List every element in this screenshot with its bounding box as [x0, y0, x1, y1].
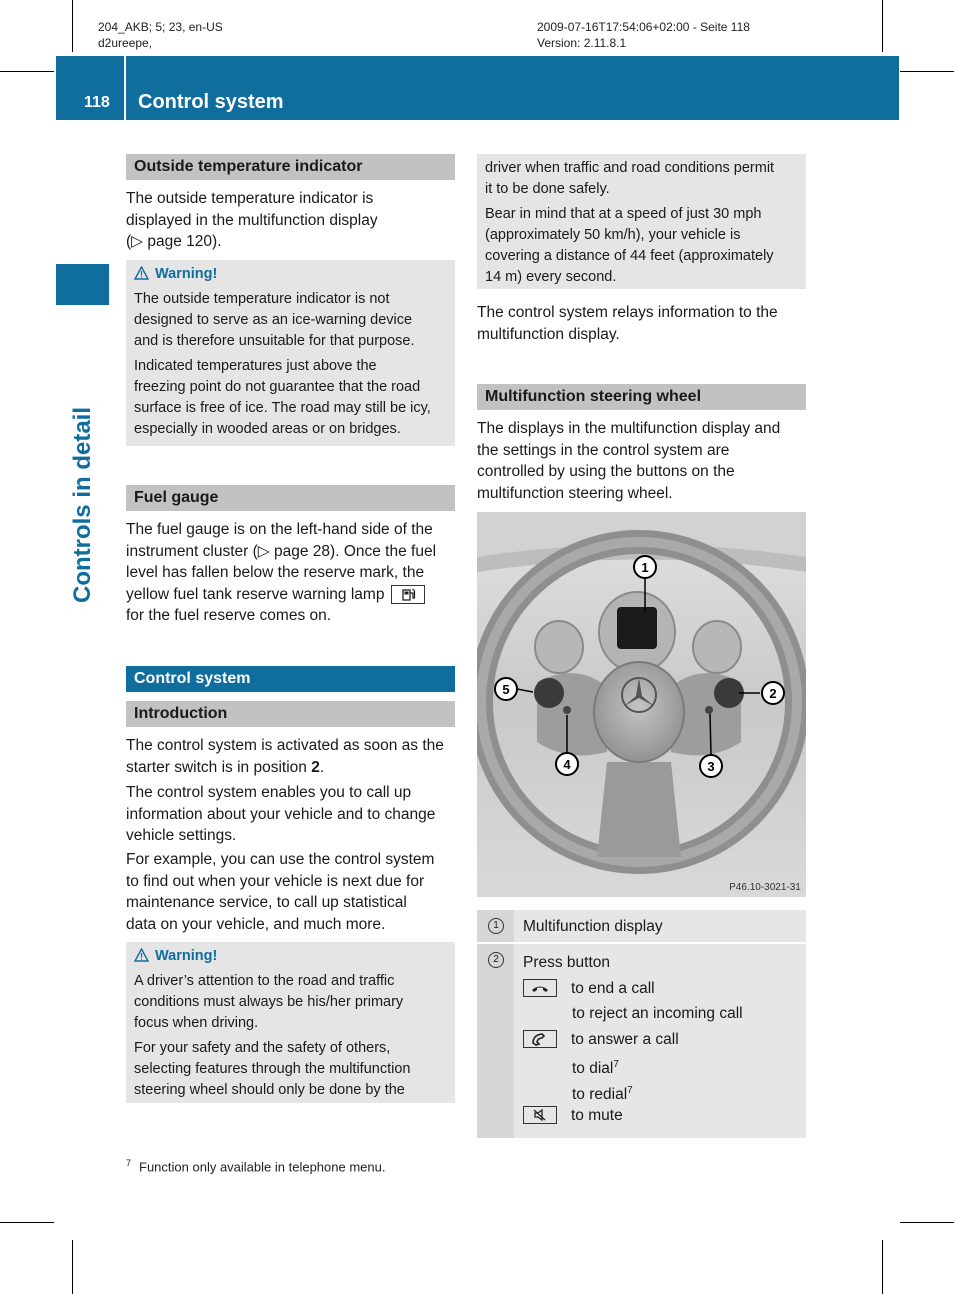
text-line: driver when traffic and road conditions permit [485, 160, 775, 176]
intro-paragraph-1 [126, 735, 458, 778]
steering-wheel-illustration [477, 512, 806, 897]
crop-mark [882, 1240, 883, 1294]
warning-paragraph [485, 158, 798, 200]
legend-number-cell [477, 944, 514, 1138]
text-line: The control system is activated as soon as the [126, 737, 444, 754]
text-line: level has fallen below the reserve mark, the [126, 564, 425, 581]
print-meta-right [537, 19, 750, 51]
intro-paragraph-2 [126, 782, 458, 847]
warning-box-driver-attention [126, 942, 455, 1103]
answer-call-icon [523, 1030, 557, 1048]
legend-number-cell [477, 910, 514, 942]
text-line: selecting features through the multifunction [134, 1061, 411, 1077]
text-line: A driver’s attention to the road and traffic [134, 973, 395, 989]
warning-label: Warning! [155, 266, 218, 282]
print-meta-left [98, 19, 223, 51]
legend-item-line [523, 1103, 806, 1129]
crop-mark [72, 0, 73, 52]
text-fragment: . [319, 758, 325, 776]
warning-triangle-icon [134, 948, 149, 962]
warning-paragraph [485, 204, 798, 288]
text-line: The control system enables you to call up [126, 784, 412, 801]
text-line: designed to serve as an ice-warning device [134, 312, 413, 328]
section-heading-fuel-gauge: Fuel gauge [126, 485, 455, 511]
text-line: for the fuel reserve comes on. [126, 607, 332, 624]
fuel-reserve-lamp-icon [391, 585, 425, 604]
text-line: information about your vehicle and to change [126, 805, 436, 823]
footnote-text: Function only available in telephone menu. [139, 1159, 386, 1175]
warning-paragraph [134, 289, 447, 352]
text-line: multifunction steering wheel. [477, 484, 673, 502]
footnote-ref: 7 [627, 1084, 633, 1096]
legend-item-line [523, 1027, 806, 1053]
header-divider [124, 56, 126, 120]
warning-paragraph [134, 356, 447, 440]
text-line [126, 584, 458, 606]
page-title: Control system [138, 91, 284, 113]
text-line: especially in wooded areas or on bridges. [134, 421, 401, 437]
warning-heading [134, 264, 447, 284]
text-line: data on your vehicle, and much more. [126, 915, 386, 933]
legend-number: 1 [488, 918, 504, 934]
footnote-ref: 7 [613, 1059, 619, 1070]
text-line: surface is free of ice. The road may still be icy, [134, 400, 431, 416]
section-heading-introduction: Introduction [126, 701, 455, 727]
steering-wheel-photo [477, 512, 806, 897]
text-line: instrument cluster (▷ page 28). Once the fuel [126, 542, 437, 560]
text-fragment: yellow fuel tank reserve warning lamp [126, 585, 385, 603]
image-code: P46.10-3021-31 [729, 882, 801, 893]
text-line: it to be done safely. [485, 181, 610, 197]
text-line: For example, you can use the control system [126, 851, 435, 868]
callout-number: 5 [502, 682, 510, 697]
section-heading-multifunction-steering-wheel: Multifunction steering wheel [477, 384, 806, 410]
warning-heading [134, 946, 447, 966]
meta-line: d2ureepe, [98, 36, 153, 50]
text-line [126, 757, 458, 779]
crop-mark [72, 1240, 73, 1294]
footnote-mark: 7 [126, 1158, 132, 1168]
warning-paragraph [134, 1038, 447, 1101]
legend-number: 2 [488, 952, 504, 968]
legend-item-text: to dial [572, 1060, 614, 1078]
text-line: (▷ page 120). [126, 233, 222, 250]
legend-item-text: to end a call [571, 979, 655, 997]
legend-item-text: to answer a call [571, 1030, 679, 1048]
crop-mark [900, 1222, 954, 1223]
side-tab-label: Controls in detail [69, 406, 96, 604]
warning-box-continued [477, 154, 806, 289]
warning-box-outside-temp [126, 260, 455, 446]
text-fragment: starter switch is in position [126, 758, 312, 776]
meta-line: 2009-07-16T17:54:06+02:00 - Seite 118 [537, 20, 750, 34]
text-line: the settings in the control system are [477, 441, 730, 459]
text-line: The outside temperature indicator is not [134, 291, 390, 307]
text-line: The displays in the multifunction display and [477, 420, 781, 437]
meta-line: Version: 2.11.8.1 [537, 36, 627, 50]
text-line: conditions must always be his/her primary [134, 994, 404, 1010]
legend-row [477, 910, 806, 944]
side-tab-marker [56, 264, 109, 305]
footnote [126, 1158, 385, 1174]
text-line: and is therefore unsuitable for that purpose. [134, 333, 415, 349]
legend-item-text: to reject an incoming call [572, 1005, 743, 1022]
legend-label: Multifunction display [523, 918, 663, 935]
legend-item-text: to redial [572, 1085, 628, 1103]
text-line: multifunction display. [477, 325, 620, 343]
text-line: controlled by using the buttons on the [477, 463, 735, 480]
crop-mark [0, 71, 54, 72]
text-line: focus when driving. [134, 1015, 259, 1031]
legend-item-line [523, 976, 806, 1002]
text-line: The control system relays information to the [477, 304, 778, 321]
warning-label: Warning! [155, 948, 218, 964]
text-line: covering a distance of 44 feet (approximately [485, 248, 774, 264]
outside-temp-text [126, 188, 456, 253]
text-line: maintenance service, to call up statistical [126, 894, 407, 911]
text-line: (approximately 50 km/h), your vehicle is [485, 227, 741, 243]
legend-table [477, 910, 806, 1138]
end-call-icon [523, 979, 557, 997]
text-line: The fuel gauge is on the left-hand side of the [126, 521, 433, 538]
fuel-gauge-text [126, 519, 458, 627]
text-line: steering wheel should only be done by the [134, 1082, 405, 1098]
text-line: For your safety and the safety of others, [134, 1040, 391, 1056]
text-line: to find out when your vehicle is next due for [126, 872, 425, 890]
legend-item-line [523, 1052, 806, 1078]
crop-mark [882, 0, 883, 52]
text-line: 14 m) every second. [485, 269, 617, 285]
legend-item-text: to mute [571, 1107, 623, 1124]
section-heading-control-system: Control system [126, 666, 455, 692]
position-number: 2 [311, 758, 320, 776]
crop-mark [0, 1222, 54, 1223]
intro-paragraph-3 [126, 849, 458, 935]
mute-icon [523, 1106, 557, 1124]
meta-line: 204_AKB; 5; 23, en-US [98, 20, 223, 34]
legend-item-line [523, 1078, 806, 1104]
text-line: displayed in the multifunction display [126, 211, 378, 229]
legend-row [477, 944, 806, 1138]
text-line: freezing point do not guarantee that the road [134, 379, 421, 395]
text-line: Bear in mind that at a speed of just 30 mph [485, 206, 762, 222]
page-number: 118 [84, 94, 110, 111]
section-heading-outside-temp: Outside temperature indicator [126, 154, 455, 180]
callout-number: 1 [641, 560, 649, 575]
legend-label: Press button [523, 954, 611, 971]
text-line: The outside temperature indicator is [126, 190, 374, 207]
relay-text [477, 302, 809, 345]
crop-mark [900, 71, 954, 72]
text-line: Indicated temperatures just above the [134, 358, 377, 374]
warning-triangle-icon [134, 266, 149, 280]
text-line: vehicle settings. [126, 827, 237, 844]
callout-number: 3 [707, 759, 715, 774]
legend-content [523, 944, 806, 1129]
mfsw-text [477, 418, 809, 504]
callout-number: 2 [769, 686, 777, 701]
warning-paragraph [134, 971, 447, 1034]
callout-number: 4 [563, 757, 571, 772]
